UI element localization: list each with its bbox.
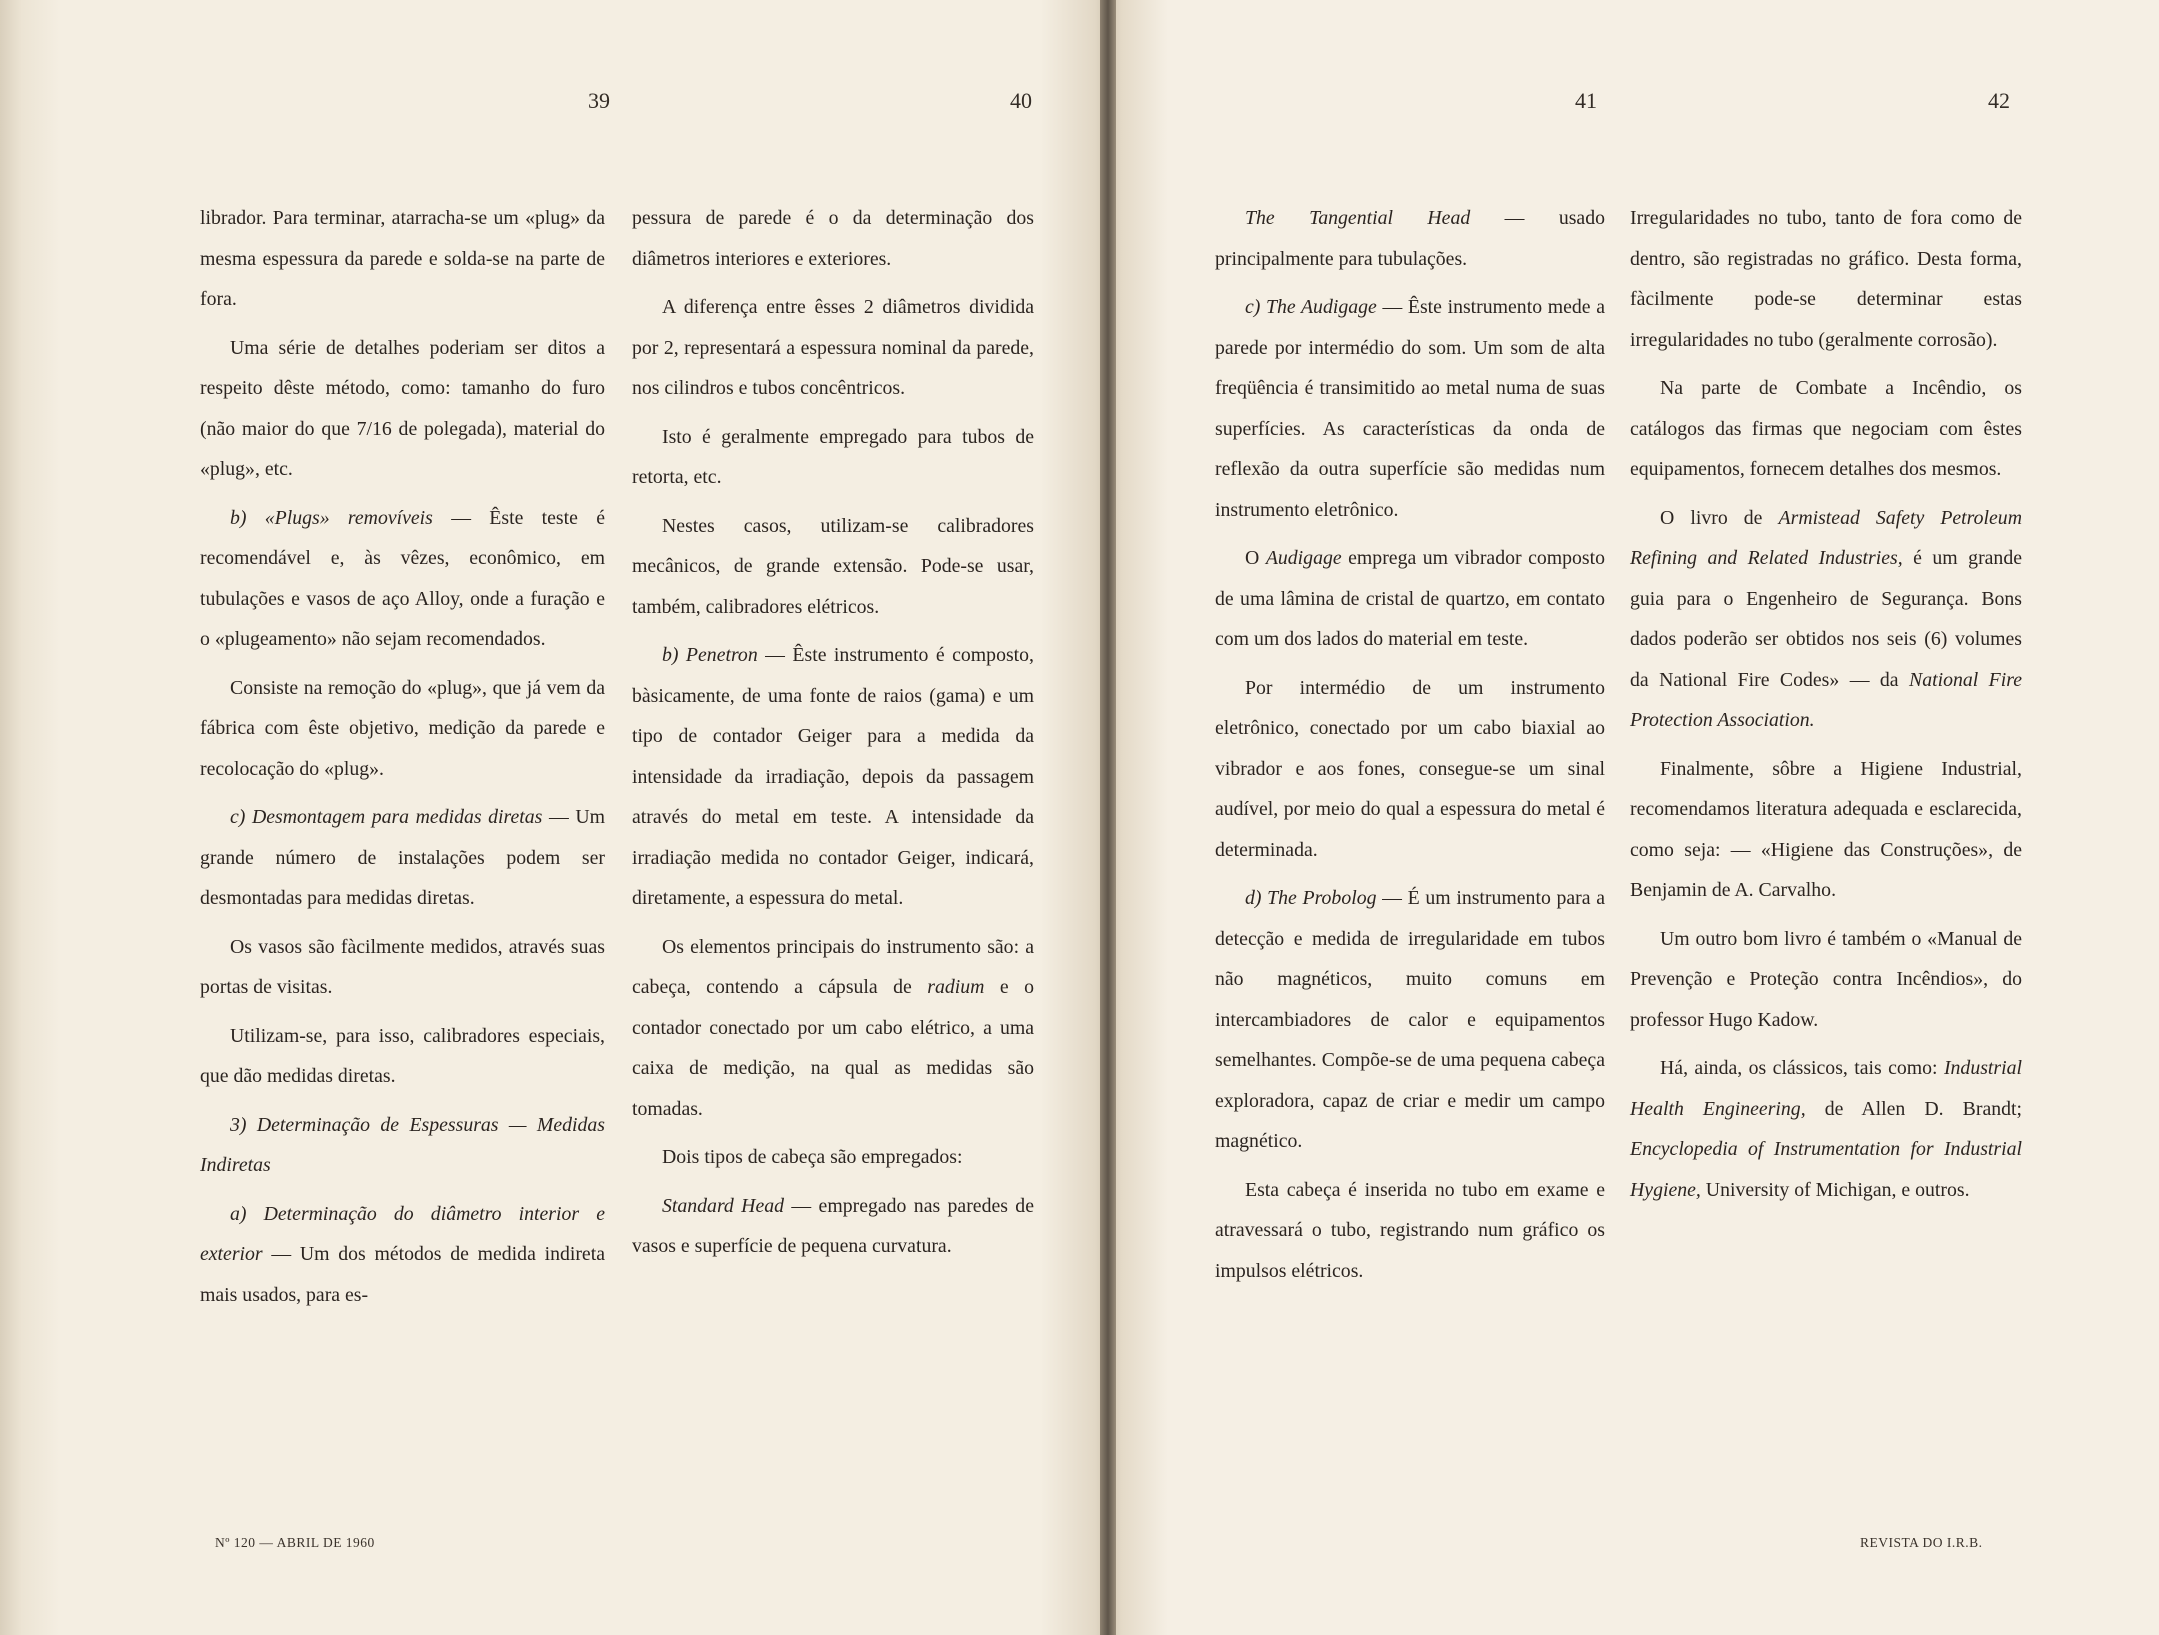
paragraph: Standard Head — empregado nas paredes de vasos e superfície de pequena curvatura. — [632, 1194, 1034, 1257]
footer-issue: Nº 120 — ABRIL DE 1960 — [215, 1535, 375, 1550]
paragraph: Um outro bom livro é também o «Manual de Prevenção e Proteção contra Incêndios», do professor Hugo Kadow. — [1630, 927, 2022, 1031]
paragraph: d) The Probolog — É um instrumento para a detecção e medida de irregularidade em tubos não magnéticos, muito comuns em intercambiadores de calor e equipamentos semelhantes. Compõe-se de uma pequena cabeça exploradora, capaz de criar e medir um campo magnético. — [1215, 887, 1605, 1152]
paragraph: Esta cabeça é inserida no tubo em exame e atravessará o tubo, registrando num gráfico os impulsos elétricos. — [1215, 1178, 1605, 1282]
paragraph: Consiste na remoção do «plug», que já vem da fábrica com êste objetivo, medição da parede e recolocação do «plug». — [200, 676, 605, 780]
footer-journal: REVISTA DO I.R.B. — [1860, 1535, 1983, 1550]
paragraph: O livro de Armistead Safety Petroleum Refining and Related Industries, é um grande guia para o Engenheiro de Segurança. Bons dados poderão ser obtidos nos seis (6) volumes da National Fire Codes» — da National Fire Protection Association. — [1630, 506, 2022, 731]
page-number-40: 40 — [1010, 88, 1032, 113]
paragraph: librador. Para terminar, atarracha-se um «plug» da mesma espessura da parede e solda-se na parte de fora. — [200, 207, 605, 310]
paragraph: Utilizam-se, para isso, calibradores especiais, que dão medidas diretas. — [200, 1024, 605, 1087]
book-gutter — [1100, 0, 1116, 1635]
paragraph: Por intermédio de um instrumento eletrônico, conectado por um cabo biaxial ao vibrador e aos fones, consegue-se um sinal audível, por meio do qual a espessura do metal é determinada. — [1215, 676, 1605, 861]
paragraph: Na parte de Combate a Incêndio, os catálogos das firmas que negociam com êstes equipamentos, fornecem detalhes dos mesmos. — [1630, 377, 2022, 480]
subheading: c) The Audigage — [1245, 296, 1377, 318]
paragraph: Isto é geralmente empregado para tubos de retorta, etc. — [632, 425, 1034, 488]
paragraph: b) Penetron — Êste instrumento é composto, bàsicamente, de uma fonte de raios (gama) e um tipo de contador Geiger para a medida da intensidade da irradiação, depois da passagem através do metal em teste. A intensidade da irradiação medida no contador Geiger, indicará, diretamente, a espessura do metal. — [632, 644, 1034, 909]
subheading: Standard Head — [662, 1194, 785, 1217]
subheading: b) «Plugs» removíveis — [230, 506, 433, 529]
paragraph: Dois tipos de cabeça são empregados: — [662, 1146, 963, 1168]
subheading: The Tangential Head — [1245, 207, 1471, 229]
paragraph: Nestes casos, utilizam-se calibradores mecânicos, de grande extensão. Pode-se usar, também, calibradores elétricos. — [632, 514, 1034, 618]
subheading: d) The Probolog — [1245, 887, 1377, 909]
paragraph: c) Desmontagem para medidas diretas — Um grande número de instalações podem ser desmontadas para medidas diretas. — [200, 806, 606, 909]
paragraph: The Tangential Head — usado principalmente para tubulações. — [1215, 207, 1605, 270]
paragraph: Irregularidades no tubo, tanto de fora como de dentro, são registradas no gráfico. Desta forma, fàcilmente pode-se determinar estas irregularidades no tubo (geralmente corrosão). — [1630, 207, 2022, 351]
paragraph: Os elementos principais do instrumento são: a cabeça, contendo a cápsula de radium e o contador conectado por um cabo elétrico, a uma caixa de medição, na qual as medidas são tomadas. — [632, 935, 1034, 1120]
paragraph: A diferença entre êsses 2 diâmetros dividida por 2, representará a espessura nominal da parede, nos cilindros e tubos concêntricos. — [632, 296, 1034, 399]
paragraph: Finalmente, sôbre a Higiene Industrial, recomendamos literatura adequada e esclarecida, como seja: — «Higiene das Construções», de Benjamin de A. Carvalho. — [1630, 757, 2022, 901]
page-40-column — [632, 198, 1034, 1275]
page-42-column — [1630, 198, 2022, 1218]
page-number-41: 41 — [1575, 88, 1597, 113]
page-number-42: 42 — [1988, 88, 2010, 113]
subheading: a) Determinação do diâmetro interior e exterior — [200, 1202, 605, 1265]
subheading: c) Desmontagem para medidas diretas — [230, 806, 543, 828]
paragraph: Há, ainda, os clássicos, tais como: Industrial Health Engineering, de Allen D. Brandt; Encyclopedia of Instrumentation for Industrial Hygiene, University of Michigan, e outros. — [1630, 1057, 2023, 1201]
paragraph: c) The Audigage — Êste instrumento mede a parede por intermédio do som. Um som de alta freqüência é transimitido ao metal numa de suas superfícies. As características da onda de reflexão da outra superfície são medidas num instrumento eletrônico. — [1215, 296, 1605, 521]
section-heading: 3) Determinação de Espessuras — Medidas Indiretas — [200, 1113, 605, 1176]
paragraph: a) Determinação do diâmetro interior e exterior — Um dos métodos de medida indireta mais usados, para es- — [200, 1202, 605, 1306]
paragraph: O Audigage emprega um vibrador composto de uma lâmina de cristal de quartzo, em contato com um dos lados do material em teste. — [1215, 547, 1606, 650]
paragraph: pessura de parede é o da determinação dos diâmetros interiores e exteriores. — [632, 207, 1034, 270]
subheading: b) Penetron — [662, 644, 758, 666]
paragraph: Os vasos são fàcilmente medidos, através suas portas de visitas. — [200, 935, 605, 998]
paragraph: Uma série de detalhes poderiam ser ditos a respeito dêste método, como: tamanho do furo (não maior do que 7/16 de polegada), material do «plug», etc. — [200, 336, 605, 480]
page-39-column — [200, 198, 605, 1323]
page-number-39: 39 — [588, 88, 610, 113]
page-41-column — [1215, 198, 1605, 1299]
paragraph: b) «Plugs» removíveis — Êste teste é recomendável e, às vêzes, econômico, em tubulações e vasos de aço Alloy, onde a furação e o «plugeamento» não sejam recomendados. — [200, 506, 605, 650]
